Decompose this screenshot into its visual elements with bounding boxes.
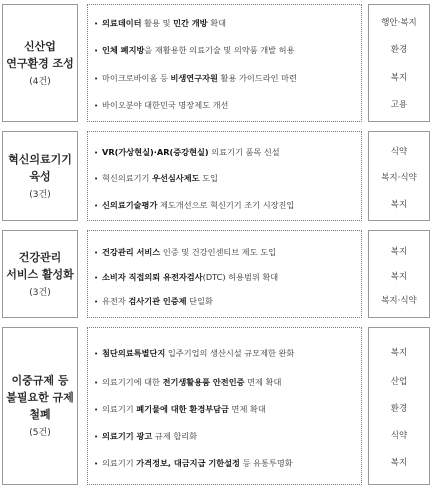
- item-text: 도입: [199, 173, 218, 183]
- bullet-icon: •: [94, 249, 99, 257]
- ministry-cell: [368, 327, 430, 485]
- ministry-label: 고용: [390, 100, 408, 110]
- item-text: 활용 가이드라인 마련: [217, 73, 297, 83]
- category-cell: [2, 4, 78, 122]
- item-text: 면제 확대: [228, 404, 266, 414]
- section-innovative-devices: [0, 131, 432, 221]
- category-line: 불필요한 규제: [6, 391, 74, 404]
- bullet-icon: •: [94, 175, 99, 183]
- bullet-icon: •: [94, 149, 99, 157]
- list-item: [94, 402, 359, 416]
- item-text-bold: 인체 폐지방: [102, 45, 145, 55]
- section-remove-regulations: [0, 327, 432, 485]
- item-text: (DTC) 허용범위 확대: [202, 272, 279, 282]
- ministry-cell: [368, 230, 430, 318]
- item-text: 마이크로바이옴 등: [102, 73, 171, 83]
- item-text: 의료기기: [102, 404, 137, 414]
- item-text-bold: 의료데이터: [102, 18, 142, 28]
- category-line: 건강관리: [18, 250, 62, 264]
- ministry-label: 복지: [390, 458, 408, 468]
- bullet-icon: •: [94, 274, 99, 282]
- item-text-bold: 신의료기술평가: [102, 200, 158, 210]
- list-item: [94, 71, 359, 85]
- item-text-bold: 우선심사제도: [152, 173, 200, 183]
- category-line: 서비스 활성화: [6, 267, 74, 281]
- ministry-label: 행안·복지: [381, 18, 417, 28]
- ministry-label: 복지: [390, 272, 408, 282]
- item-text: 규제 합리화: [152, 431, 198, 441]
- item-text-bold: VR(가상현실)·AR(증강현실): [102, 147, 209, 157]
- item-count: (5건): [29, 428, 51, 438]
- item-text: 제도개선으로 혁신기기 조기 시장진입: [157, 200, 295, 210]
- ministry-label: 식약: [390, 147, 408, 157]
- item-text-bold: 건강관리 서비스: [102, 247, 161, 257]
- ministry-cell: [368, 131, 430, 221]
- items-cell: [87, 4, 362, 122]
- item-count: (3건): [29, 189, 51, 200]
- category-cell: [2, 327, 78, 485]
- bullet-icon: •: [94, 406, 99, 414]
- bullet-icon: •: [94, 102, 99, 110]
- item-text: 확대: [207, 18, 227, 28]
- items-cell: [87, 327, 362, 485]
- item-text: 등 유통투명화: [239, 458, 293, 468]
- list-item: [94, 171, 359, 185]
- item-text: 입주기업의 생산시설 규모제한 완화: [165, 348, 295, 358]
- section-health-services: [0, 230, 432, 318]
- ministry-cell: [368, 4, 430, 122]
- category-line: 철폐: [29, 408, 51, 421]
- category-cell: [2, 131, 78, 221]
- item-text: 유전자: [102, 296, 129, 306]
- bullet-icon: •: [94, 298, 99, 306]
- item-text-bold: 검사기관 인증제: [128, 296, 187, 306]
- item-text-bold: 가격정보, 대금지급 기한설정: [136, 458, 240, 468]
- item-text: 의료기기 품목 신설: [208, 147, 280, 157]
- list-item: [94, 43, 359, 57]
- bullet-icon: •: [94, 379, 99, 387]
- list-item: [94, 429, 359, 443]
- bullet-icon: •: [94, 75, 99, 83]
- item-text: 을 재활용한 의료기술 및 의약품 개발 허용: [144, 45, 295, 55]
- item-text-bold: 소비자 직접의뢰 유전자검사: [102, 272, 203, 282]
- item-count: (3건): [29, 287, 51, 298]
- item-text-bold: 폐기물에 대한 환경부담금: [136, 404, 229, 414]
- category-line: 육성: [29, 169, 51, 183]
- list-item: [94, 456, 359, 470]
- list-item: [94, 16, 359, 30]
- list-item: [94, 294, 359, 308]
- item-text: 단일화: [186, 296, 213, 306]
- bullet-icon: •: [94, 47, 99, 55]
- bullet-icon: •: [94, 20, 99, 28]
- list-item: [94, 270, 359, 284]
- ministry-label: 복지·식약: [381, 296, 417, 306]
- ministry-label: 환경: [390, 45, 408, 55]
- item-text: 혁신의료기기: [102, 173, 153, 183]
- ministry-label: 복지: [390, 73, 408, 83]
- ministry-label: 복지: [390, 348, 408, 358]
- bullet-icon: •: [94, 460, 99, 468]
- item-text-bold: 의료기기 광고: [102, 431, 153, 441]
- list-item: [94, 198, 359, 212]
- bullet-icon: •: [94, 433, 99, 441]
- list-item: [94, 245, 359, 259]
- ministry-label: 복지: [390, 247, 408, 257]
- item-count: (4건): [29, 76, 51, 87]
- category-cell: [2, 230, 78, 318]
- item-text: 의료기기: [102, 458, 137, 468]
- item-text: 인증 및 건강인센티브 제도 도입: [160, 247, 277, 257]
- bullet-icon: •: [94, 202, 99, 210]
- category-line: 이중규제 등: [11, 374, 69, 387]
- list-item: [94, 346, 359, 360]
- category-line: 혁신의료기기: [8, 152, 72, 166]
- items-cell: [87, 131, 362, 221]
- item-text: 의료기기에 대한: [102, 377, 163, 387]
- ministry-label: 복지: [390, 200, 408, 210]
- category-line: 연구환경 조성: [6, 56, 74, 70]
- section-new-industry: [0, 4, 432, 122]
- item-text-bold: 민간 개방: [173, 18, 208, 28]
- item-text-bold: 첨단의료특별단지: [102, 348, 166, 358]
- bullet-icon: •: [94, 350, 99, 358]
- category-line: 신산업: [24, 39, 56, 53]
- items-cell: [87, 230, 362, 318]
- ministry-label: 복지·식약: [381, 173, 417, 183]
- ministry-label: 식약: [390, 431, 408, 441]
- ministry-label: 산업: [390, 377, 408, 387]
- item-text-bold: 비생연구자원: [170, 73, 218, 83]
- item-text-bold: 전기생활용품 안전인증: [162, 377, 245, 387]
- item-text: 바이오분야 대한민국 명장제도 개선: [102, 100, 229, 110]
- item-text: 면제 확대: [244, 377, 282, 387]
- list-item: [94, 145, 359, 159]
- ministry-label: 환경: [390, 404, 408, 414]
- list-item: [94, 98, 359, 112]
- list-item: [94, 375, 359, 389]
- item-text: 활용 및: [141, 18, 174, 28]
